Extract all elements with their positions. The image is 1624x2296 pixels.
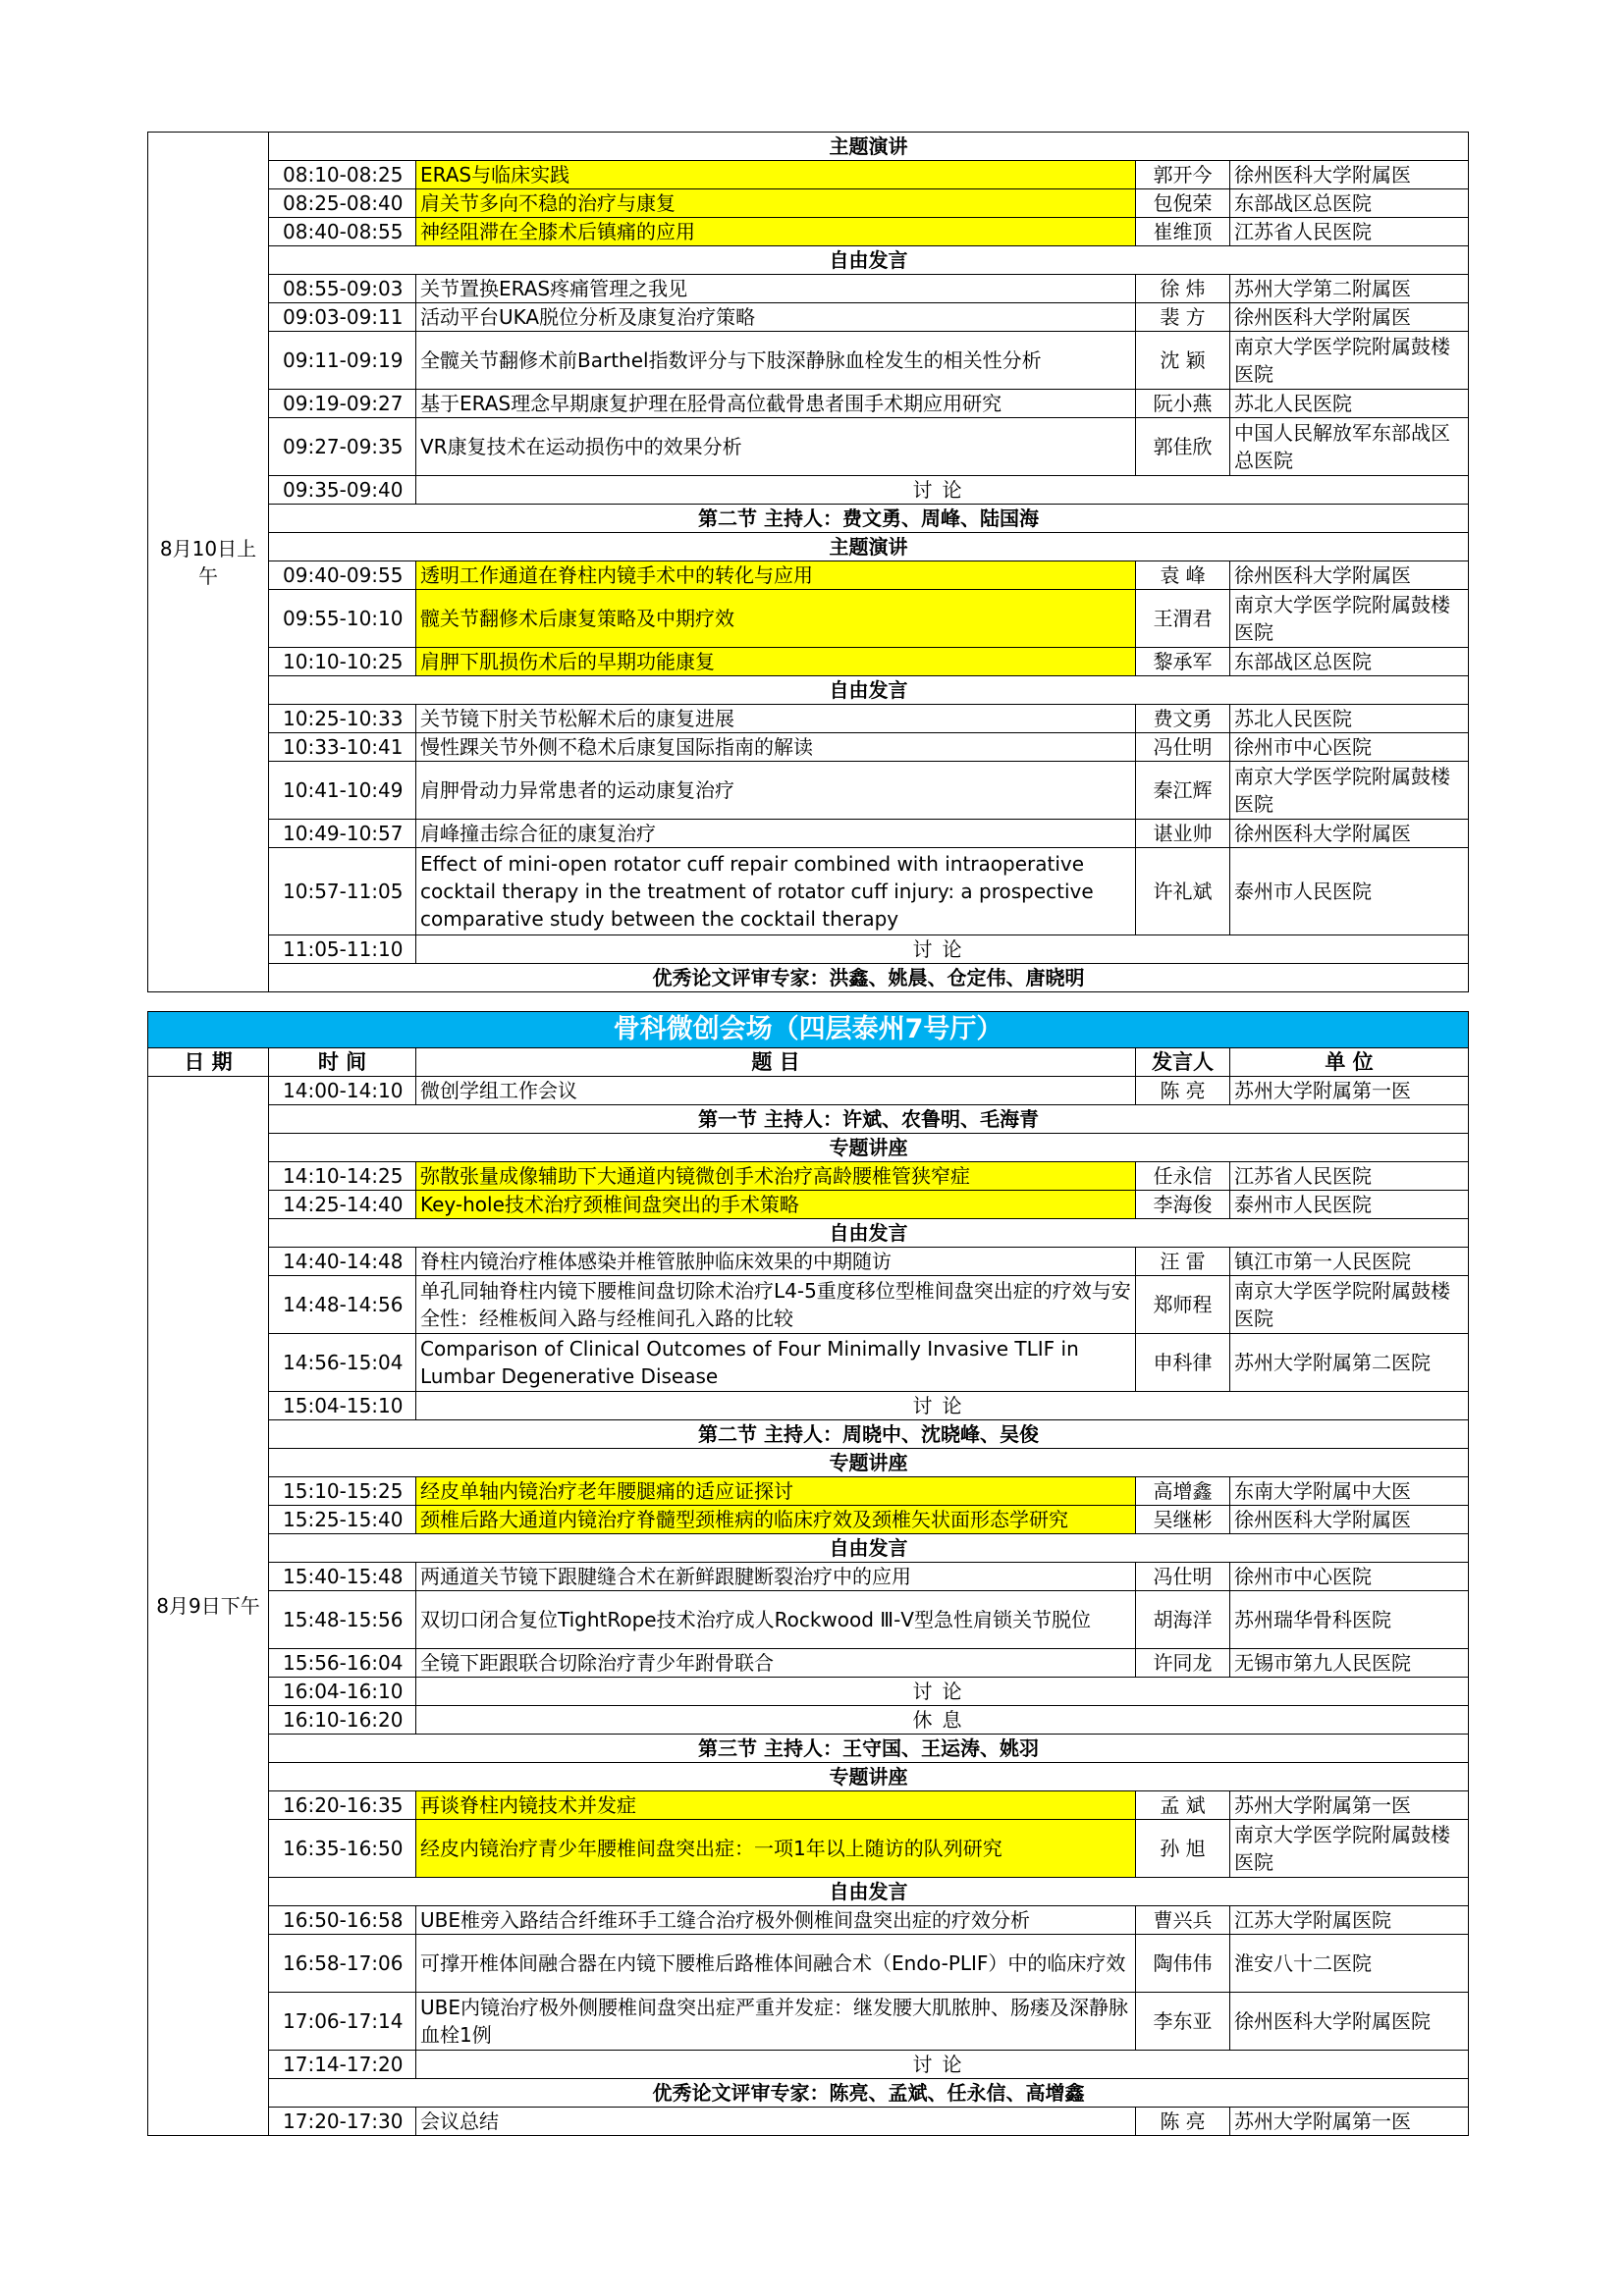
table-row xyxy=(148,1506,1469,1534)
col-header-speaker: 发言人 xyxy=(1136,1048,1230,1077)
title-cell: 基于ERAS理念早期康复护理在胫骨高位截骨患者围手术期应用研究 xyxy=(416,390,1136,418)
table-row xyxy=(148,332,1469,390)
unit-cell: 淮安八十二医院 xyxy=(1230,1935,1469,1993)
time-cell: 09:55-10:10 xyxy=(269,590,416,648)
venue-title: 骨科微创会场（四层泰州7号厅） xyxy=(148,1012,1469,1048)
time-cell: 15:25-15:40 xyxy=(269,1506,416,1534)
title-cell: 关节镜下肘关节松解术后的康复进展 xyxy=(416,705,1136,733)
table-row xyxy=(148,1820,1469,1878)
title-cell: 颈椎后路大通道内镜治疗脊髓型颈椎病的临床疗效及颈椎矢状面形态学研究 xyxy=(416,1506,1136,1534)
speaker-cell: 申科律 xyxy=(1136,1334,1230,1392)
speaker-cell: 阮小燕 xyxy=(1136,390,1230,418)
title-cell: 全镜下距跟联合切除治疗青少年跗骨联合 xyxy=(416,1649,1136,1678)
speaker-cell: 沈 颖 xyxy=(1136,332,1230,390)
discussion-cell: 讨论 xyxy=(416,1392,1469,1420)
speaker-cell: 崔维顶 xyxy=(1136,218,1230,246)
time-cell: 10:25-10:33 xyxy=(269,705,416,733)
time-cell: 09:27-09:35 xyxy=(269,418,416,476)
speaker-cell: 许同龙 xyxy=(1136,1649,1230,1678)
time-cell: 10:41-10:49 xyxy=(269,762,416,820)
time-cell: 14:25-14:40 xyxy=(269,1191,416,1219)
table-row xyxy=(148,2051,1469,2079)
table-row xyxy=(148,1191,1469,1219)
unit-cell: 徐州医科大学附属医 xyxy=(1230,161,1469,189)
expert-panel: 优秀论文评审专家：陈亮、孟斌、任永信、高增鑫 xyxy=(269,2079,1469,2108)
table-row xyxy=(148,1334,1469,1392)
section-header-lecture: 专题讲座 xyxy=(269,1449,1469,1477)
title-cell: 可撑开椎体间融合器在内镜下腰椎后路椎体间融合术（Endo-PLIF）中的临床疗效 xyxy=(416,1935,1136,1993)
title-cell: Effect of mini-open rotator cuff repair combined with intraoperative cocktail therapy in the treatment of rotator cuff injury: a prospective comparative study between the cocktail therapy xyxy=(416,848,1136,935)
unit-cell: 镇江市第一人民医院 xyxy=(1230,1248,1469,1276)
unit-cell: 泰州市人民医院 xyxy=(1230,1191,1469,1219)
section-header-lecture: 专题讲座 xyxy=(269,1763,1469,1791)
time-cell: 10:57-11:05 xyxy=(269,848,416,935)
time-cell: 10:33-10:41 xyxy=(269,733,416,762)
unit-cell: 苏州大学第二附属医 xyxy=(1230,275,1469,303)
title-cell: UBE内镜治疗极外侧腰椎间盘突出症严重并发症：继发腰大肌脓肿、肠瘘及深静脉血栓1例 xyxy=(416,1993,1136,2051)
speaker-cell: 李东亚 xyxy=(1136,1993,1230,2051)
title-cell: Comparison of Clinical Outcomes of Four Minimally Invasive TLIF in Lumbar Degenerative Disease xyxy=(416,1334,1136,1392)
unit-cell: 江苏省人民医院 xyxy=(1230,218,1469,246)
table-row xyxy=(148,1563,1469,1591)
table-row xyxy=(148,820,1469,848)
unit-cell: 徐州市中心医院 xyxy=(1230,1563,1469,1591)
time-cell: 08:40-08:55 xyxy=(269,218,416,246)
table-row xyxy=(148,275,1469,303)
discussion-cell: 讨论 xyxy=(416,476,1469,505)
title-cell: UBE椎旁入路结合纤维环手工缝合治疗极外侧椎间盘突出症的疗效分析 xyxy=(416,1906,1136,1935)
unit-cell: 无锡市第九人民医院 xyxy=(1230,1649,1469,1678)
speaker-cell: 孟 斌 xyxy=(1136,1791,1230,1820)
time-cell: 14:00-14:10 xyxy=(269,1077,416,1105)
table-row xyxy=(148,476,1469,505)
title-cell: 关节置换ERAS疼痛管理之我见 xyxy=(416,275,1136,303)
table-row xyxy=(148,1906,1469,1935)
time-cell: 16:20-16:35 xyxy=(269,1791,416,1820)
speaker-cell: 郭开今 xyxy=(1136,161,1230,189)
time-cell: 10:10-10:25 xyxy=(269,648,416,676)
unit-cell: 苏州大学附属第一医 xyxy=(1230,1077,1469,1105)
unit-cell: 苏北人民医院 xyxy=(1230,390,1469,418)
speaker-cell: 包倪荣 xyxy=(1136,189,1230,218)
unit-cell: 徐州医科大学附属医院 xyxy=(1230,1993,1469,2051)
unit-cell: 南京大学医学院附属鼓楼医院 xyxy=(1230,1820,1469,1878)
col-header-date: 日 期 xyxy=(148,1048,269,1077)
unit-cell: 南京大学医学院附属鼓楼医院 xyxy=(1230,762,1469,820)
section-header-free-talk: 自由发言 xyxy=(269,246,1469,275)
table-row xyxy=(148,733,1469,762)
table-row xyxy=(148,2108,1469,2136)
speaker-cell: 高增鑫 xyxy=(1136,1477,1230,1506)
unit-cell: 徐州医科大学附属医 xyxy=(1230,820,1469,848)
time-cell: 14:10-14:25 xyxy=(269,1162,416,1191)
time-cell: 15:04-15:10 xyxy=(269,1392,416,1420)
discussion-cell: 讨论 xyxy=(416,2051,1469,2079)
unit-cell: 苏州大学附属第一医 xyxy=(1230,2108,1469,2136)
table-row xyxy=(148,189,1469,218)
time-cell: 16:35-16:50 xyxy=(269,1820,416,1878)
table-row xyxy=(148,418,1469,476)
speaker-cell: 汪 雷 xyxy=(1136,1248,1230,1276)
speaker-cell: 许礼斌 xyxy=(1136,848,1230,935)
time-cell: 15:10-15:25 xyxy=(269,1477,416,1506)
table-row xyxy=(148,1678,1469,1706)
table-row xyxy=(148,218,1469,246)
time-cell: 14:48-14:56 xyxy=(269,1276,416,1334)
title-cell: 弥散张量成像辅助下大通道内镜微创手术治疗高龄腰椎管狭窄症 xyxy=(416,1162,1136,1191)
rest-cell: 休息 xyxy=(416,1706,1469,1735)
speaker-cell: 徐 炜 xyxy=(1136,275,1230,303)
unit-cell: 徐州市中心医院 xyxy=(1230,733,1469,762)
unit-cell: 苏州大学附属第二医院 xyxy=(1230,1334,1469,1392)
session-host-header: 第三节 主持人：王守国、王运涛、姚羽 xyxy=(269,1735,1469,1763)
table-row xyxy=(148,1706,1469,1735)
unit-cell: 苏州瑞华骨科医院 xyxy=(1230,1591,1469,1649)
unit-cell: 苏北人民医院 xyxy=(1230,705,1469,733)
table-row xyxy=(148,1162,1469,1191)
expert-panel: 优秀论文评审专家：洪鑫、姚晨、仓定伟、唐晓明 xyxy=(269,964,1469,992)
section-header-free-talk: 自由发言 xyxy=(269,676,1469,705)
time-cell: 09:11-09:19 xyxy=(269,332,416,390)
title-cell: 神经阻滞在全膝术后镇痛的应用 xyxy=(416,218,1136,246)
time-cell: 14:40-14:48 xyxy=(269,1248,416,1276)
unit-cell: 徐州医科大学附属医 xyxy=(1230,1506,1469,1534)
unit-cell: 南京大学医学院附属鼓楼医院 xyxy=(1230,1276,1469,1334)
title-cell: 两通道关节镜下跟腱缝合术在新鲜跟腱断裂治疗中的应用 xyxy=(416,1563,1136,1591)
unit-cell: 东部战区总医院 xyxy=(1230,189,1469,218)
section-header-keynote: 主题演讲 xyxy=(269,133,1469,161)
title-cell: 微创学组工作会议 xyxy=(416,1077,1136,1105)
title-cell: ERAS与临床实践 xyxy=(416,161,1136,189)
discussion-cell: 讨论 xyxy=(416,1678,1469,1706)
time-cell: 08:10-08:25 xyxy=(269,161,416,189)
time-cell: 17:06-17:14 xyxy=(269,1993,416,2051)
table-row xyxy=(148,935,1469,964)
table-row xyxy=(148,762,1469,820)
title-cell: 经皮单轴内镜治疗老年腰腿痛的适应证探讨 xyxy=(416,1477,1136,1506)
unit-cell: 东部战区总医院 xyxy=(1230,648,1469,676)
speaker-cell: 曹兴兵 xyxy=(1136,1906,1230,1935)
table-row xyxy=(148,705,1469,733)
table-row xyxy=(148,1649,1469,1678)
speaker-cell: 吴继彬 xyxy=(1136,1506,1230,1534)
session-host-header: 第一节 主持人：许斌、农鲁明、毛海青 xyxy=(269,1105,1469,1134)
unit-cell: 江苏大学附属医院 xyxy=(1230,1906,1469,1935)
date-cell-afternoon: 8月9日下午 xyxy=(148,1077,269,2136)
speaker-cell: 袁 峰 xyxy=(1136,561,1230,590)
table-row xyxy=(148,590,1469,648)
section-header-free-talk: 自由发言 xyxy=(269,1534,1469,1563)
table-row xyxy=(148,1993,1469,2051)
speaker-cell: 孙 旭 xyxy=(1136,1820,1230,1878)
speaker-cell: 陈 亮 xyxy=(1136,1077,1230,1105)
title-cell: 单孔同轴脊柱内镜下腰椎间盘切除术治疗L4-5重度移位型椎间盘突出症的疗效与安全性：经椎板间入路与经椎间孔入路的比较 xyxy=(416,1276,1136,1334)
table-row xyxy=(148,848,1469,935)
speaker-cell: 黎承军 xyxy=(1136,648,1230,676)
table-row xyxy=(148,161,1469,189)
section-header-free-talk: 自由发言 xyxy=(269,1219,1469,1248)
col-header-title: 题 目 xyxy=(416,1048,1136,1077)
table-row xyxy=(148,1392,1469,1420)
time-cell: 09:40-09:55 xyxy=(269,561,416,590)
title-cell: 肩胛骨动力异常患者的运动康复治疗 xyxy=(416,762,1136,820)
speaker-cell: 郭佳欣 xyxy=(1136,418,1230,476)
speaker-cell: 冯仕明 xyxy=(1136,1563,1230,1591)
title-cell: 双切口闭合复位TightRope技术治疗成人Rockwood Ⅲ-Ⅴ型急性肩锁关节脱位 xyxy=(416,1591,1136,1649)
table-row xyxy=(148,1477,1469,1506)
table-row xyxy=(148,1935,1469,1993)
time-cell: 16:50-16:58 xyxy=(269,1906,416,1935)
speaker-cell: 王渭君 xyxy=(1136,590,1230,648)
title-cell: 再谈脊柱内镜技术并发症 xyxy=(416,1791,1136,1820)
table-row xyxy=(148,1077,1469,1105)
unit-cell: 东南大学附属中大医 xyxy=(1230,1477,1469,1506)
unit-cell: 南京大学医学院附属鼓楼医院 xyxy=(1230,590,1469,648)
time-cell: 15:56-16:04 xyxy=(269,1649,416,1678)
speaker-cell: 谌业帅 xyxy=(1136,820,1230,848)
session-host-header: 第二节 主持人：周晓中、沈晓峰、吴俊 xyxy=(269,1420,1469,1449)
unit-cell: 泰州市人民医院 xyxy=(1230,848,1469,935)
title-cell: Key-hole技术治疗颈椎间盘突出的手术策略 xyxy=(416,1191,1136,1219)
date-cell-morning: 8月10日上午 xyxy=(148,133,269,992)
title-cell: 肩胛下肌损伤术后的早期功能康复 xyxy=(416,648,1136,676)
time-cell: 15:40-15:48 xyxy=(269,1563,416,1591)
table-row xyxy=(148,1591,1469,1649)
title-cell: 肩峰撞击综合征的康复治疗 xyxy=(416,820,1136,848)
title-cell: VR康复技术在运动损伤中的效果分析 xyxy=(416,418,1136,476)
time-cell: 16:10-16:20 xyxy=(269,1706,416,1735)
col-header-unit: 单 位 xyxy=(1230,1048,1469,1077)
time-cell: 08:25-08:40 xyxy=(269,189,416,218)
time-cell: 16:04-16:10 xyxy=(269,1678,416,1706)
section-header-free-talk: 自由发言 xyxy=(269,1878,1469,1906)
speaker-cell: 冯仕明 xyxy=(1136,733,1230,762)
time-cell: 11:05-11:10 xyxy=(269,935,416,964)
title-cell: 肩关节多向不稳的治疗与康复 xyxy=(416,189,1136,218)
unit-cell: 中国人民解放军东部战区总医院 xyxy=(1230,418,1469,476)
speaker-cell: 李海俊 xyxy=(1136,1191,1230,1219)
unit-cell: 徐州医科大学附属医 xyxy=(1230,303,1469,332)
time-cell: 17:20-17:30 xyxy=(269,2108,416,2136)
title-cell: 会议总结 xyxy=(416,2108,1136,2136)
unit-cell: 徐州医科大学附属医 xyxy=(1230,561,1469,590)
speaker-cell: 秦江辉 xyxy=(1136,762,1230,820)
title-cell: 经皮内镜治疗青少年腰椎间盘突出症：一项1年以上随访的队列研究 xyxy=(416,1820,1136,1878)
table-row xyxy=(148,1276,1469,1334)
speaker-cell: 裴 方 xyxy=(1136,303,1230,332)
time-cell: 10:49-10:57 xyxy=(269,820,416,848)
time-cell: 08:55-09:03 xyxy=(269,275,416,303)
venue-table xyxy=(147,1011,1469,2136)
unit-cell: 南京大学医学院附属鼓楼医院 xyxy=(1230,332,1469,390)
table-row xyxy=(148,1791,1469,1820)
table-row xyxy=(148,648,1469,676)
title-cell: 活动平台UKA脱位分析及康复治疗策略 xyxy=(416,303,1136,332)
discussion-cell: 讨论 xyxy=(416,935,1469,964)
unit-cell: 江苏省人民医院 xyxy=(1230,1162,1469,1191)
table-row xyxy=(148,303,1469,332)
time-cell: 14:56-15:04 xyxy=(269,1334,416,1392)
title-cell: 透明工作通道在脊柱内镜手术中的转化与应用 xyxy=(416,561,1136,590)
speaker-cell: 陈 亮 xyxy=(1136,2108,1230,2136)
time-cell: 09:03-09:11 xyxy=(269,303,416,332)
time-cell: 17:14-17:20 xyxy=(269,2051,416,2079)
col-header-time: 时 间 xyxy=(269,1048,416,1077)
title-cell: 全髋关节翻修术前Barthel指数评分与下肢深静脉血栓发生的相关性分析 xyxy=(416,332,1136,390)
session-host-header: 第二节 主持人：费文勇、周峰、陆国海 xyxy=(269,505,1469,533)
title-cell: 脊柱内镜治疗椎体感染并椎管脓肿临床效果的中期随访 xyxy=(416,1248,1136,1276)
table-row xyxy=(148,1248,1469,1276)
section-header-lecture: 专题讲座 xyxy=(269,1134,1469,1162)
title-cell: 慢性踝关节外侧不稳术后康复国际指南的解读 xyxy=(416,733,1136,762)
table-row xyxy=(148,561,1469,590)
unit-cell: 苏州大学附属第一医 xyxy=(1230,1791,1469,1820)
speaker-cell: 陶伟伟 xyxy=(1136,1935,1230,1993)
speaker-cell: 任永信 xyxy=(1136,1162,1230,1191)
speaker-cell: 郑师程 xyxy=(1136,1276,1230,1334)
schedule-table xyxy=(147,132,1469,992)
table-row xyxy=(148,390,1469,418)
time-cell: 09:19-09:27 xyxy=(269,390,416,418)
title-cell: 髋关节翻修术后康复策略及中期疗效 xyxy=(416,590,1136,648)
time-cell: 16:58-17:06 xyxy=(269,1935,416,1993)
section-header-keynote: 主题演讲 xyxy=(269,533,1469,561)
speaker-cell: 胡海洋 xyxy=(1136,1591,1230,1649)
speaker-cell: 费文勇 xyxy=(1136,705,1230,733)
time-cell: 15:48-15:56 xyxy=(269,1591,416,1649)
time-cell: 09:35-09:40 xyxy=(269,476,416,505)
